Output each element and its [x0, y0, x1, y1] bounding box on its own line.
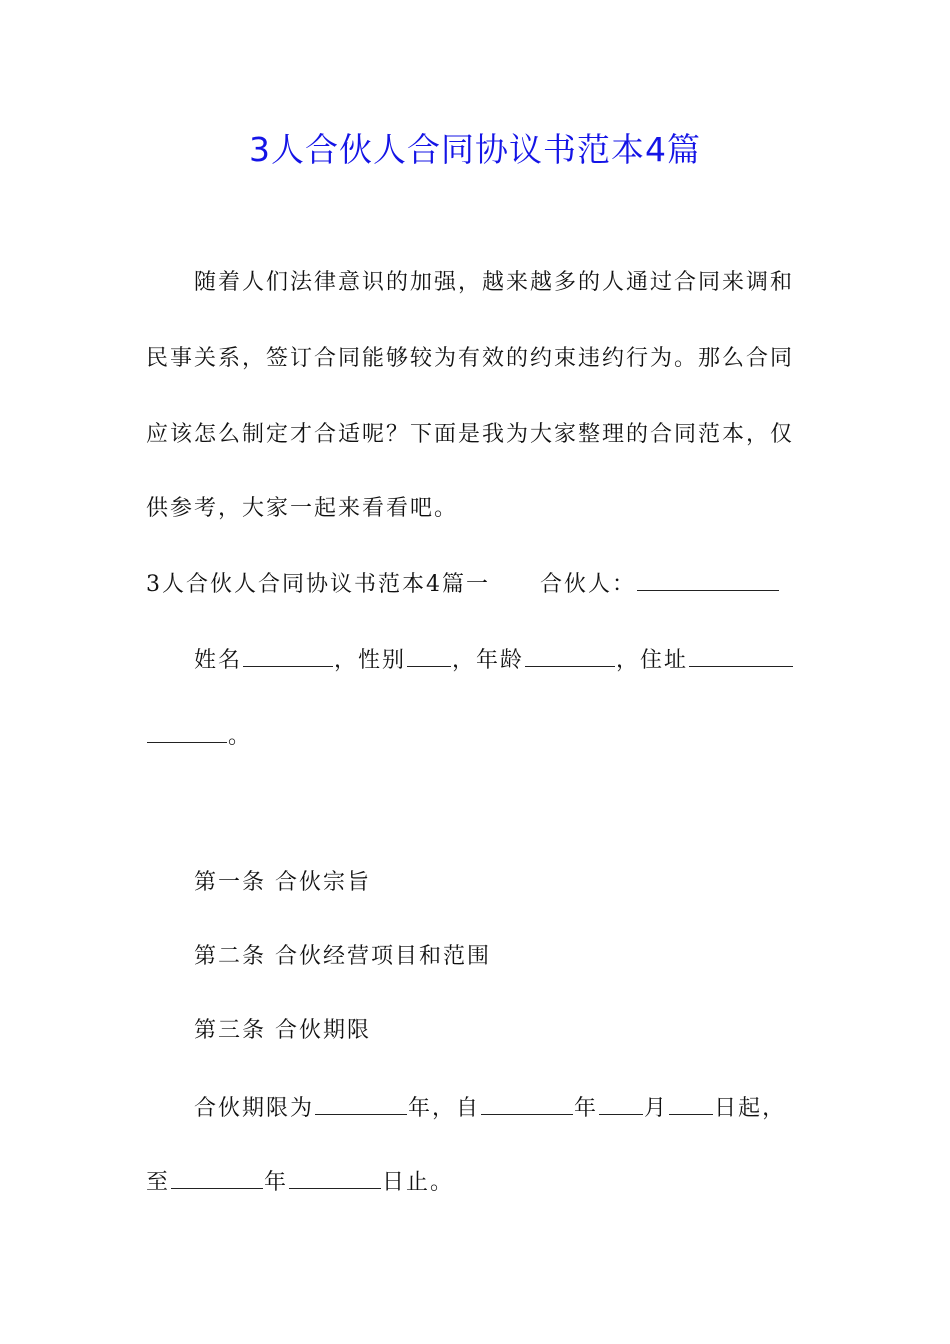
section-heading: 3人合伙人合同协议书范本4篇一 — [146, 572, 490, 597]
term-year2: 年 — [574, 1096, 599, 1121]
term-years-blank[interactable] — [315, 1092, 407, 1115]
start-month-blank[interactable] — [599, 1092, 643, 1115]
term-month: 月 — [644, 1096, 669, 1121]
article-3: 第三条 合伙期限 — [194, 1018, 371, 1043]
section-heading-row — [146, 568, 816, 600]
partner-label: 合伙人： — [540, 572, 637, 597]
term-clause-row-1 — [194, 1092, 814, 1124]
article-1: 第一条 合伙宗旨 — [194, 870, 371, 895]
term-year1: 年，自 — [408, 1096, 481, 1121]
personal-info-row — [194, 644, 814, 676]
intro-line-3: 应该怎么制定才合适呢？下面是我为大家整理的合同范本，仅 — [146, 422, 795, 447]
intro-line-2: 民事关系，签订合同能够较为有效的约束违约行为。那么合同 — [146, 346, 795, 371]
start-year-blank[interactable] — [481, 1092, 573, 1115]
address-continuation-row — [146, 720, 816, 752]
name-label: 姓名 — [194, 648, 243, 673]
intro-line-4: 供参考，大家一起来看看吧。 — [146, 496, 459, 521]
end-day-blank[interactable] — [289, 1166, 381, 1189]
end-mark: 。 — [228, 724, 253, 749]
start-day-blank[interactable] — [669, 1092, 713, 1115]
address-blank-continued[interactable] — [147, 720, 227, 743]
end-year-blank[interactable] — [171, 1166, 263, 1189]
intro-line-1: 随着人们法律意识的加强，越来越多的人通过合同来调和 — [194, 270, 795, 295]
name-blank[interactable] — [243, 644, 333, 667]
term-day-start: 日起， — [714, 1096, 787, 1121]
age-blank[interactable] — [525, 644, 615, 667]
document-title: 3人合伙人合同协议书范本4篇 — [249, 130, 701, 169]
address-blank[interactable] — [689, 644, 793, 667]
term-prefix: 合伙期限为 — [194, 1096, 315, 1121]
age-label: ，年龄 — [452, 648, 525, 673]
address-label: ，住址 — [616, 648, 689, 673]
term-year3: 年 — [264, 1170, 289, 1195]
gender-blank[interactable] — [407, 644, 451, 667]
term-clause-row-2 — [146, 1166, 816, 1198]
partner-blank[interactable] — [637, 568, 779, 591]
gender-label: ，性别 — [334, 648, 407, 673]
term-day-end: 日止。 — [382, 1170, 455, 1195]
term-to: 至 — [146, 1170, 171, 1195]
article-2: 第二条 合伙经营项目和范围 — [194, 944, 491, 969]
